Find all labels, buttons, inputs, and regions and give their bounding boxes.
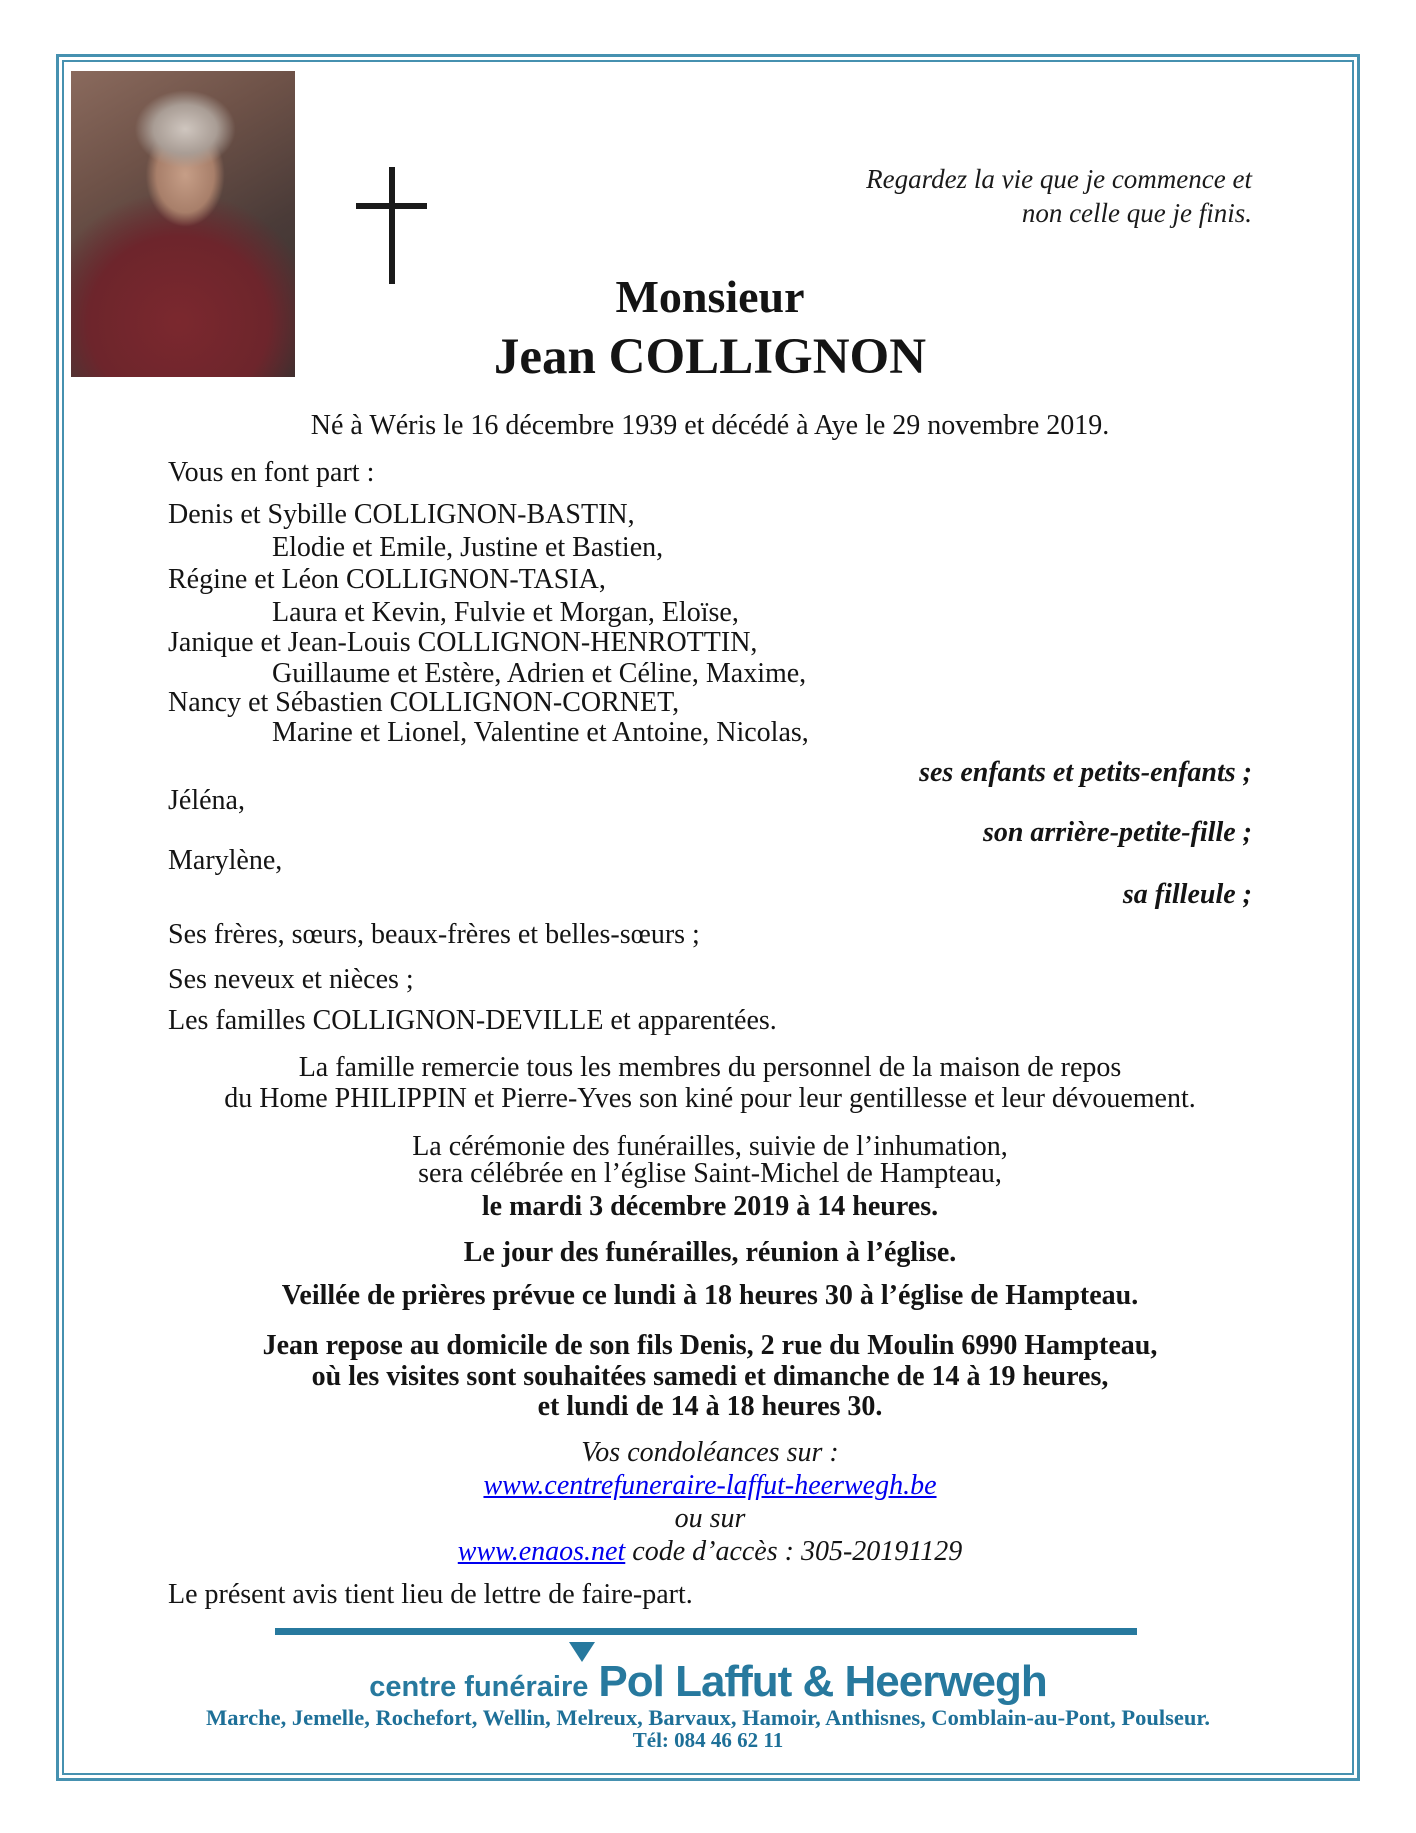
announcement-content bbox=[168, 0, 1252, 1833]
text-line: Marine et Lionel, Valentine et Antoine, Nicolas, bbox=[272, 717, 809, 748]
text-line: Régine et Léon COLLIGNON-TASIA, bbox=[168, 564, 606, 595]
brand-name-small: centre funéraire bbox=[369, 1671, 589, 1703]
text-line: La famille remercie tous les membres du personnel de la maison de repos bbox=[298, 1052, 1122, 1083]
brand-lockup bbox=[369, 1657, 1047, 1707]
text-line: sera célébrée en l’église Saint-Michel de Hampteau, bbox=[418, 1158, 1002, 1189]
text-line: Janique et Jean-Louis COLLIGNON-HENROTTIN, bbox=[168, 627, 758, 658]
text-line: Elodie et Emile, Justine et Bastien, bbox=[272, 532, 664, 563]
text-line: Marylène, bbox=[168, 845, 283, 876]
text-line: Ses frères, sœurs, beaux-frères et belles-sœurs ; bbox=[168, 919, 700, 950]
hyperlink[interactable]: www.enaos.net bbox=[457, 1536, 626, 1567]
text-segment: code d’accès : 305-20191129 bbox=[625, 1536, 963, 1567]
text-line: Le jour des funérailles, réunion à l’église. bbox=[463, 1237, 957, 1268]
text-line: Les familles COLLIGNON-DEVILLE et apparentées. bbox=[168, 1005, 777, 1036]
separator-rule bbox=[275, 1628, 1137, 1635]
text-line: Jéléna, bbox=[168, 785, 245, 816]
memorial-quote-line2: non celle que je finis. bbox=[1021, 198, 1252, 228]
text-line bbox=[168, 1537, 1252, 1567]
text-line: Le présent avis tient lieu de lettre de faire-part. bbox=[168, 1579, 693, 1610]
text-line: sa filleule ; bbox=[1122, 879, 1252, 910]
text-line: Veillée de prières prévue ce lundi à 18 heures 30 à l’église de Hampteau. bbox=[281, 1280, 1139, 1311]
text-line: Nancy et Sébastien COLLIGNON-CORNET, bbox=[168, 687, 680, 718]
text-line: Denis et Sybille COLLIGNON-BASTIN, bbox=[168, 499, 635, 530]
text-line: ses enfants et petits-enfants ; bbox=[919, 757, 1252, 788]
text-line bbox=[168, 1471, 1252, 1501]
text-line: Vos condoléances sur : bbox=[581, 1437, 839, 1468]
deceased-title bbox=[168, 266, 1252, 388]
phone-line: Tél: 084 46 62 11 bbox=[632, 1728, 784, 1752]
text-line: ou sur bbox=[674, 1503, 746, 1534]
brand-name-large: Pol Laffut & Heerwegh bbox=[598, 1657, 1047, 1706]
text-line: Jean repose au domicile de son fils Denis, 2 rue du Moulin 6990 Hampteau, bbox=[262, 1330, 1158, 1361]
text-line: La cérémonie des funérailles, suivie de l’inhumation, bbox=[412, 1131, 1008, 1162]
text-line: Ses neveux et nièces ; bbox=[168, 964, 414, 995]
text-line: Né à Wéris le 16 décembre 1939 et décédé à Aye le 29 novembre 2019. bbox=[310, 410, 1110, 441]
memorial-quote-line1: Regardez la vie que je commence et bbox=[866, 164, 1252, 194]
text-line: où les visites sont souhaitées samedi et dimanche de 14 à 19 heures, bbox=[311, 1361, 1109, 1392]
text-line: son arrière-petite-fille ; bbox=[982, 817, 1252, 848]
title-salutation: Monsieur bbox=[615, 271, 805, 322]
text-line: du Home PHILIPPIN et Pierre-Yves son kiné pour leur gentillesse et leur dévouement. bbox=[224, 1083, 1196, 1114]
text-line: Laura et Kevin, Fulvie et Morgan, Eloïse, bbox=[272, 597, 739, 628]
funeral-home-logo bbox=[0, 1657, 1416, 1707]
text-line: Guillaume et Estère, Adrien et Céline, Maxime, bbox=[272, 658, 807, 689]
text-line: Vous en font part : bbox=[168, 457, 375, 488]
text-line: et lundi de 14 à 18 heures 30. bbox=[537, 1391, 883, 1422]
brand-triangle-icon bbox=[569, 1642, 595, 1662]
locations-line: Marche, Jemelle, Rochefort, Wellin, Melreux, Barvaux, Hamoir, Anthisnes, Comblain-au-Pont, Poulseur. bbox=[206, 1705, 1210, 1730]
memorial-quote bbox=[866, 162, 1252, 230]
text-line: le mardi 3 décembre 2019 à 14 heures. bbox=[481, 1191, 939, 1222]
deceased-name: Jean COLLIGNON bbox=[493, 329, 927, 385]
hyperlink[interactable]: www.centrefuneraire-laffut-heerwegh.be bbox=[483, 1470, 937, 1501]
